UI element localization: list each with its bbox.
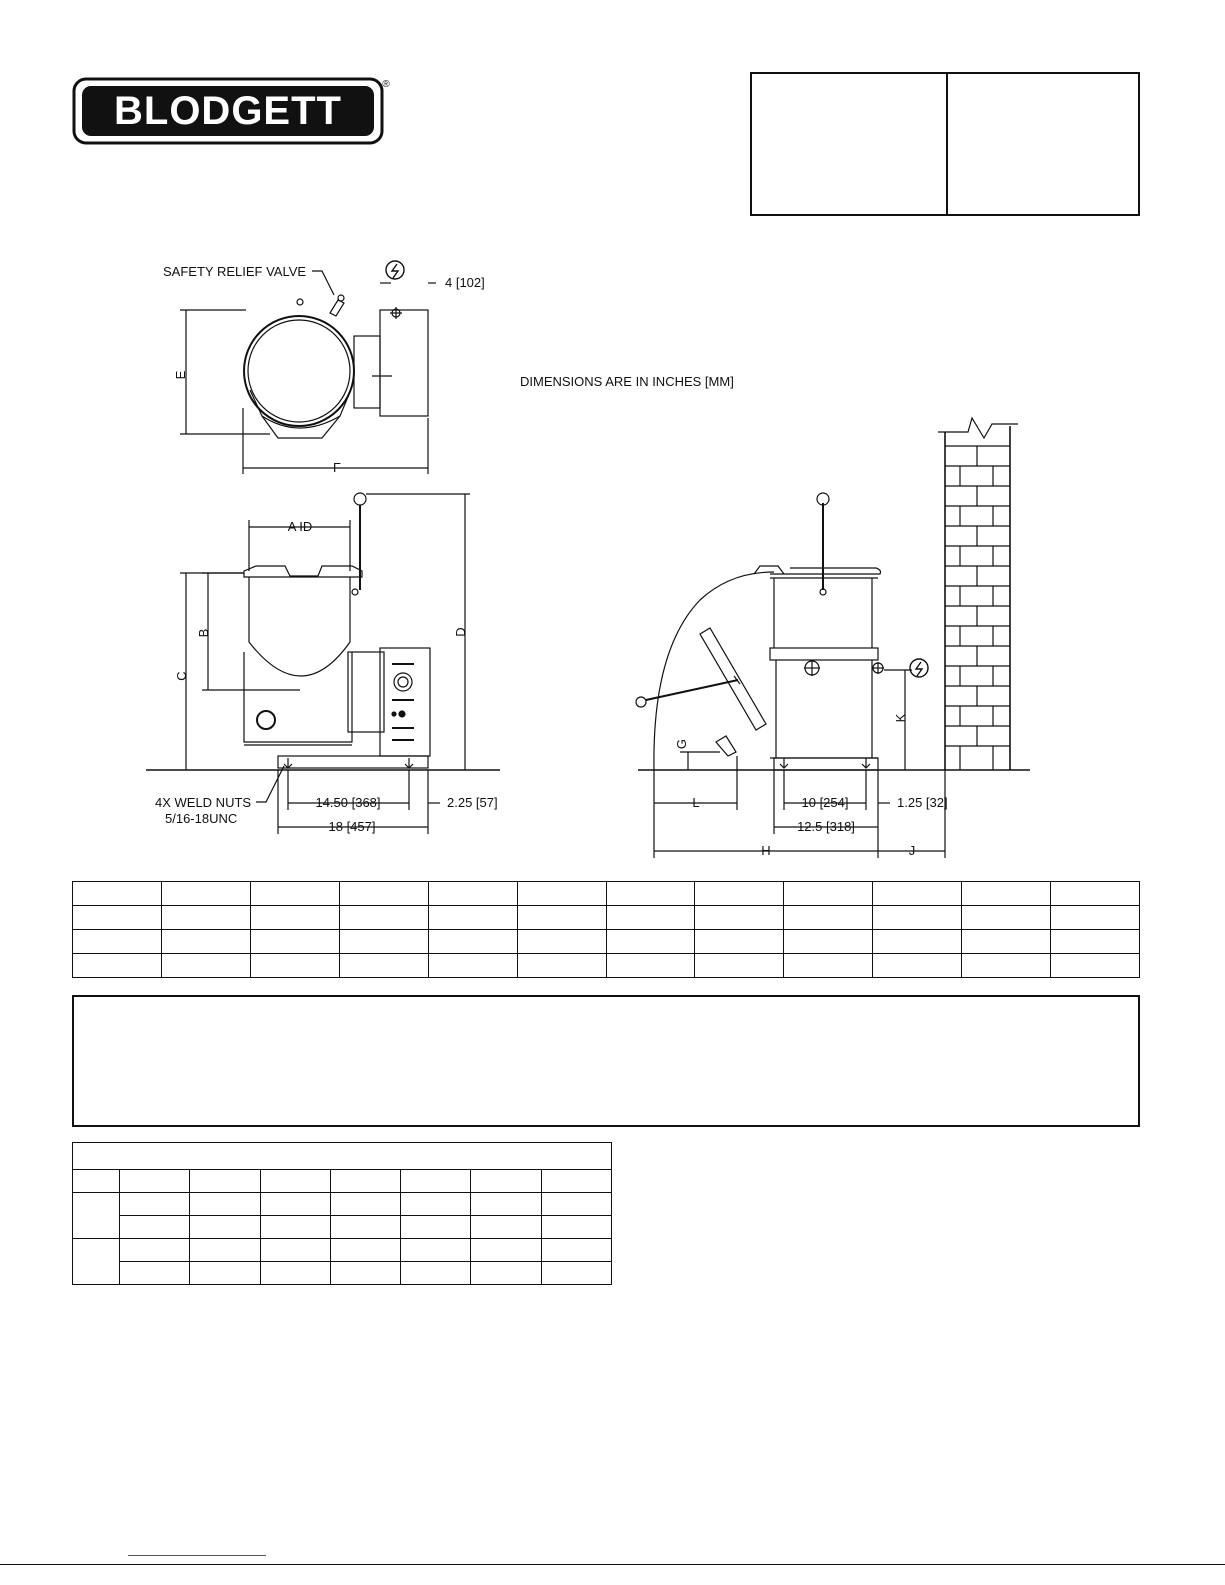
- kettle-dimension-drawing: [0, 240, 1225, 880]
- dimensions-note: DIMENSIONS ARE IN INCHES [MM]: [520, 374, 734, 389]
- table-row: [73, 1216, 612, 1239]
- weld-nuts-thread-label: 5/16-18UNC: [165, 811, 238, 826]
- footer-link-underline[interactable]: [128, 1555, 266, 1556]
- side-view: [636, 493, 1030, 858]
- table-row: [73, 930, 1140, 954]
- model-info-box: [750, 72, 1140, 216]
- dim-j-label: J: [908, 843, 916, 858]
- table-row: [73, 1170, 612, 1193]
- dim-c-label: C: [174, 671, 189, 681]
- weld-nuts-label: 4X WELD NUTS: [155, 795, 252, 810]
- dimension-table: [72, 881, 1140, 978]
- electrical-table: [72, 1142, 612, 1285]
- info-box-divider: [946, 74, 948, 214]
- front-view: [146, 493, 500, 834]
- dim-k-label: K: [893, 713, 908, 723]
- top-offset-label: 4 [102]: [445, 275, 485, 290]
- table-header-row: [73, 1143, 612, 1170]
- dim-g-label: G: [674, 738, 689, 750]
- dim-18-label: 18 [457]: [328, 819, 376, 834]
- top-view: [163, 261, 485, 475]
- dim-125-side-label: 1.25 [32]: [897, 795, 948, 810]
- logo-text: BLODGETT: [114, 89, 342, 133]
- dim-b-label: B: [196, 628, 211, 638]
- dim-125-label: 12.5 [318]: [797, 819, 855, 834]
- registered-mark: ®: [382, 79, 390, 90]
- brick-wall: [938, 418, 1018, 770]
- dim-a-label: A ID: [287, 519, 313, 534]
- dim-10-label: 10 [254]: [801, 795, 849, 810]
- table-row: [73, 1193, 612, 1216]
- page-bottom-rule: [0, 1564, 1225, 1565]
- dim-d-label: D: [453, 627, 468, 637]
- table-row: [73, 882, 1140, 906]
- table-row: [73, 1262, 612, 1285]
- dim-225-label: 2.25 [57]: [447, 795, 498, 810]
- table-row: [73, 906, 1140, 930]
- table-row: [73, 1239, 612, 1262]
- notes-box: [72, 995, 1140, 1127]
- safety-relief-valve-label: SAFETY RELIEF VALVE: [163, 264, 307, 279]
- dim-h-label: H: [761, 843, 771, 858]
- dim-l-label: L: [692, 795, 700, 810]
- table-row: [73, 954, 1140, 978]
- dim-f-label: F: [333, 460, 341, 475]
- dim-1450-label: 14.50 [368]: [315, 795, 381, 810]
- blodgett-logo: [72, 75, 390, 147]
- dim-e-label: E: [173, 370, 188, 380]
